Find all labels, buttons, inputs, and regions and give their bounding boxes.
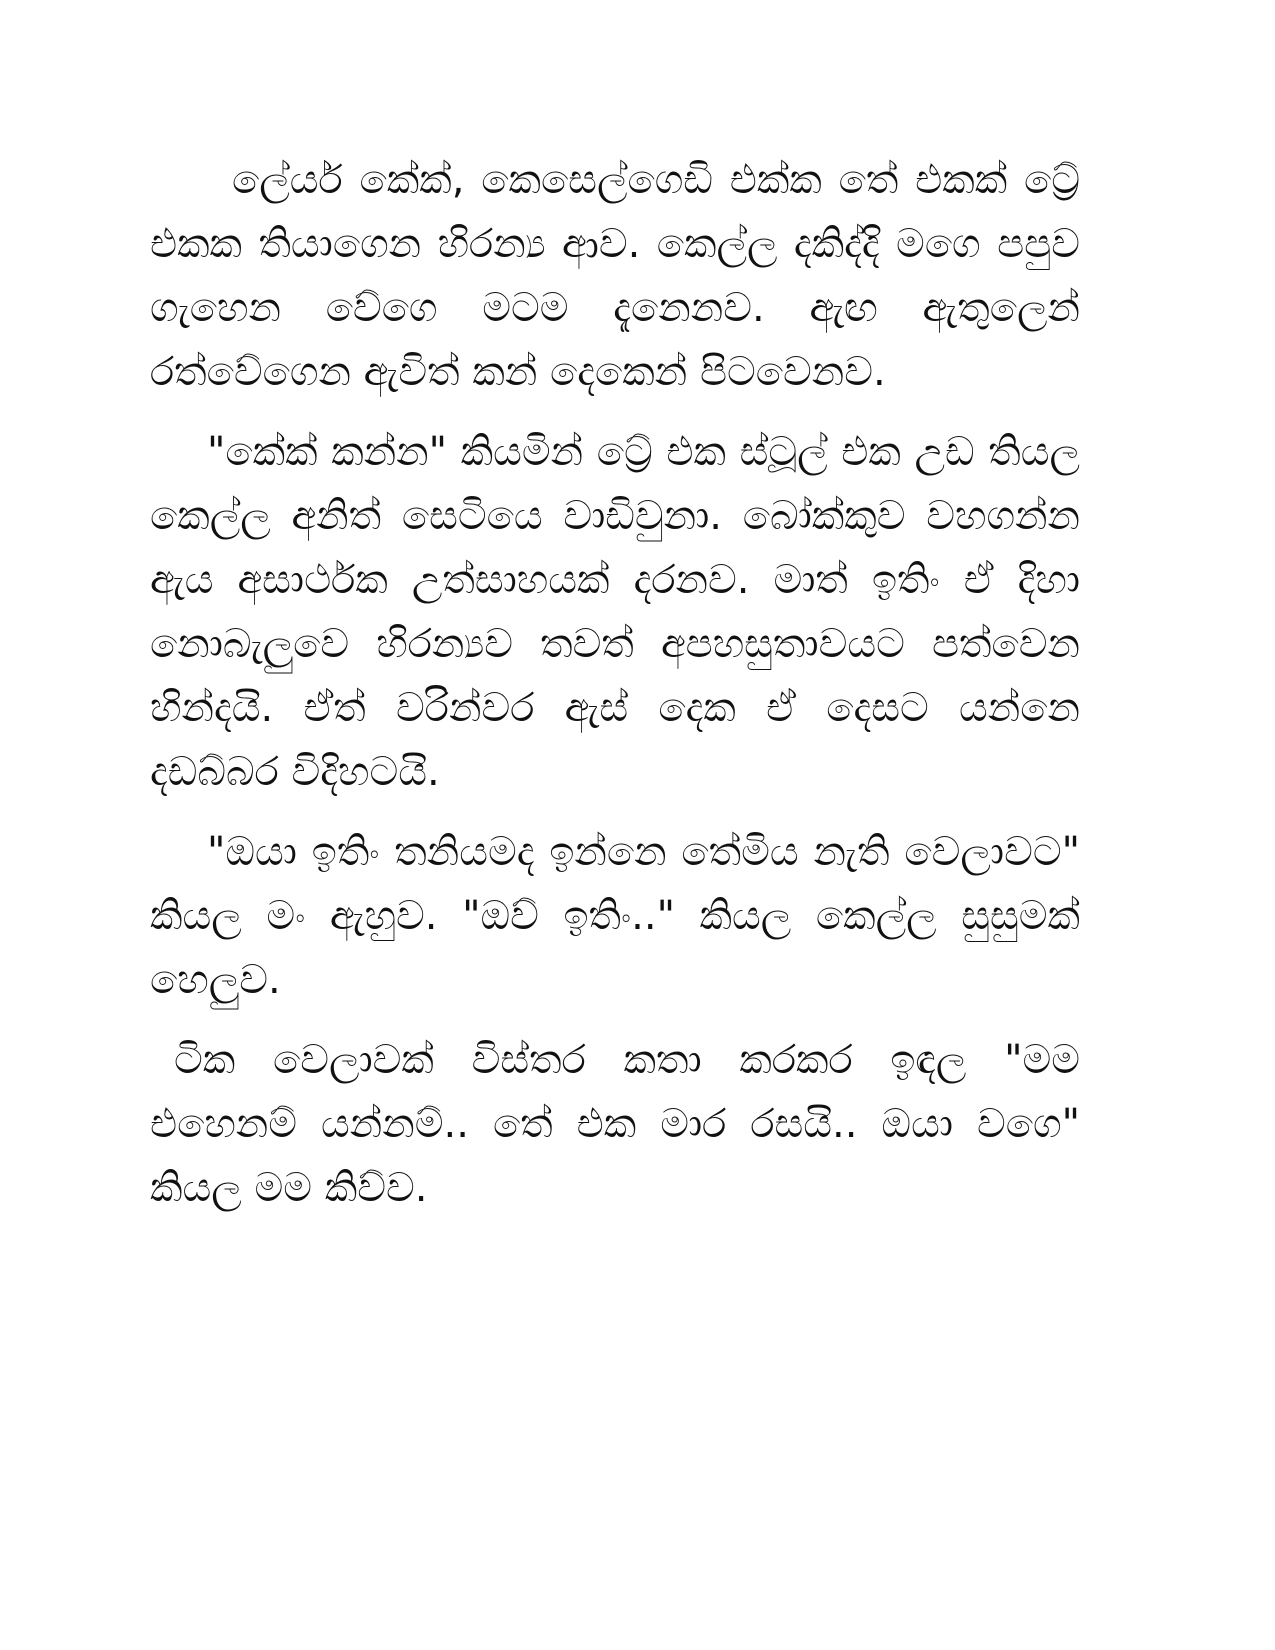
paragraph-2: "කේක් කන්න" කියමින් ට්‍රේ එක ස්ටූල් එක උඩ තියල කෙල්ල අනිත් සෙටියෙ වාඩිවුනා. බෝක්කුව වහගන්න ඇය අසාර්ථක උත්සාහයක් දරනව. මාත් ඉතිං ඒ දිහා නොබැලුවෙ හිරන්‍යව තවත් අපහසුතාවයට පත්වෙන හින්දයි. ඒත් වරින්වර ඇස් දෙක ඒ දෙසට යන්නෙ දඩබ්බර විදිහටයි.: [150, 429, 1080, 795]
story-text: [150, 148, 1080, 1236]
paragraph-1: ලේයර් කේක්, කෙසෙල්ගෙඩි එක්ක තේ එකක් ට්‍රේ එකක තියාගෙන හිරන්‍ය ආව. කෙල්ල දකිද්දි මගෙ පපුව ගැහෙන වේගෙ මටම දැනෙනව. ඇඟ ඇතුලෙන් රත්වේගෙන ඇවිත් කන් දෙකෙන් පිටවෙනව.: [150, 157, 1080, 395]
paragraph-4: ටික වෙලාවක් විස්තර කතා කරකර ඉඳල "මම එහෙනම් යන්නම්.. තේ එක මාර රසයි.. ඔයා වගෙ" කියල මම කිව්ව.: [150, 1037, 1080, 1211]
paragraph-3: "ඔයා ඉතිං තනියමද ඉන්නෙ තේමිය නැති වෙලාවට" කියල මං ඇහුව. "ඔව් ඉතිං.." කියල කෙල්ල සුසුමක් හෙලුව.: [150, 829, 1080, 1003]
